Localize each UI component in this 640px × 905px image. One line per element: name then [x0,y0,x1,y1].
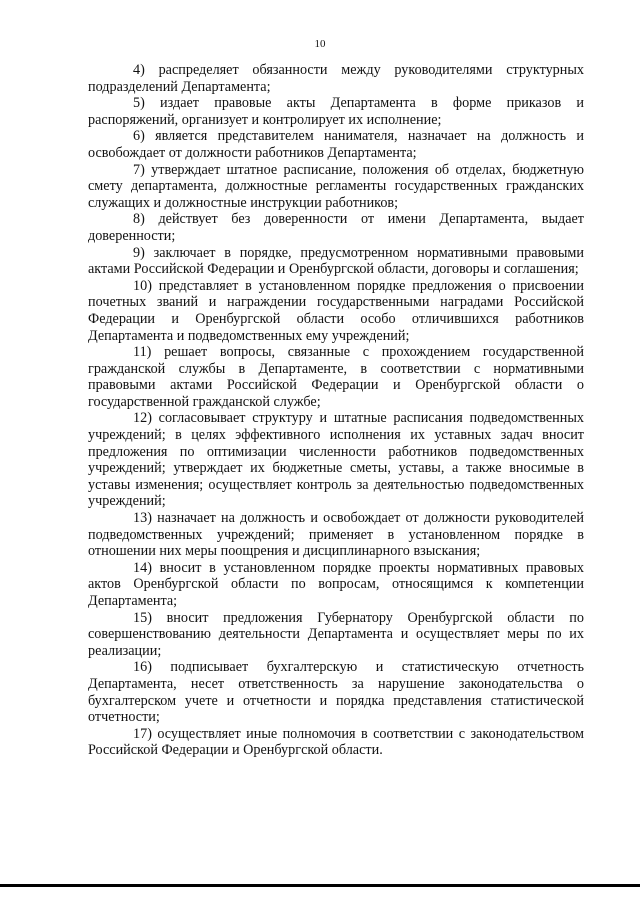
list-item-12: 12) согласовывает структуру и штатные расписания подведомственных учреждений; в целях эффективного исполнения их уставных задач вносит предложения по оптимизации численности работников подведомственных учреждений; утверждает их бюджетные сметы, уставы, а также вносимые в уставы изменения; осуществляет контроль за деятельностью подведомственных учреждений; [88,410,584,510]
list-item-5: 5) издает правовые акты Департамента в форме приказов и распоряжений, организует и контролирует их исполнение; [88,95,584,128]
list-item-8: 8) действует без доверенности от имени Департамента, выдает доверенности; [88,211,584,244]
list-item-9: 9) заключает в порядке, предусмотренном нормативными правовыми актами Российской Федерации и Оренбургской области, договоры и соглашения; [88,244,584,278]
list-item-15: 15) вносит предложения Губернатору Оренбургской области по совершенствованию деятельности Департамента и осуществляет меры по их реализации; [88,609,584,659]
list-item-6: 6) является представителем нанимателя, назначает на должность и освобождает от должности работников Департамента; [88,128,584,161]
list-item-13: 13) назначает на должность и освобождает от должности руководителей подведомственных учреждений; применяет в установленном порядке в отношении них меры поощрения и дисциплинарного взыскания; [88,510,584,560]
page-number: 10 [314,38,326,50]
list-item-17: 17) осуществляет иные полномочия в соответствии с законодательством Российской Федерации и Оренбургской области. [88,725,584,759]
list-item-4: 4) распределяет обязанности между руководителями структурных подразделений Департамента; [88,62,584,95]
bottom-scan-edge [0,884,640,887]
list-item-10: 10) представляет в установленном порядке предложения о присвоении почетных званий и награждении государственными наградами Российской Федерации и Оренбургской области особо отличившихся работников Департамента и подведомственных ему учреждений; [88,277,584,344]
list-item-16: 16) подписывает бухгалтерскую и статистическую отчетность Департамента, несет ответственность за нарушение законодательства о бухгалтерском учете и отчетности и порядка представления статистической отчетности; [88,659,584,726]
list-item-7: 7) утверждает штатное расписание, положения об отделах, бюджетную смету департамента, должностные регламенты государственных гражданских служащих и должностные инструкции работников; [88,161,584,211]
document-body [88,62,584,759]
list-item-14: 14) вносит в установленном порядке проекты нормативных правовых актов Оренбургской области по вопросам, относящимся к компетенции Департамента; [88,559,584,609]
list-item-11: 11) решает вопросы, связанные с прохождением государственной гражданской службы в Департаменте, в соответствии с нормативными правовыми актами Российской Федерации и Оренбургской области о государственной гражданской службе; [88,344,584,410]
